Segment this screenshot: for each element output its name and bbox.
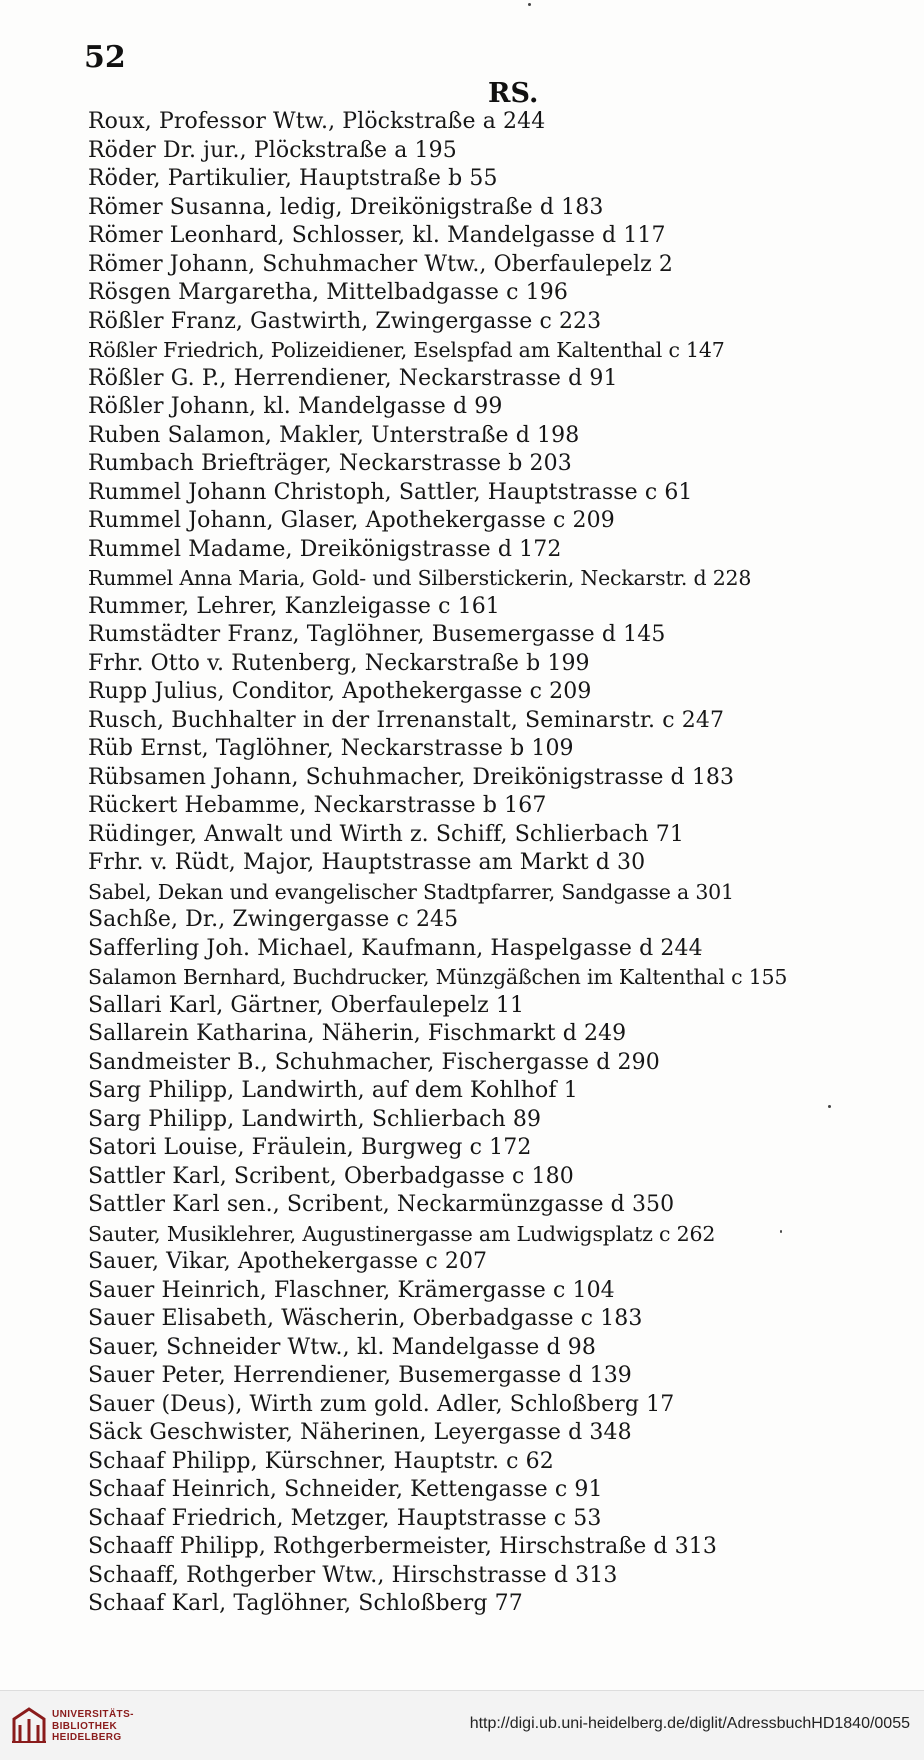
directory-entry: Safferling Joh. Michael, Kaufmann, Haspelgasse d 244 [88, 935, 703, 961]
directory-entry: Römer Susanna, ledig, Dreikönigstraße d 183 [88, 194, 604, 220]
directory-entry: Sabel, Dekan und evangelischer Stadtpfarrer, Sandgasse a 301 [88, 879, 734, 904]
directory-entry: Schaaff, Rothgerber Wtw., Hirschstrasse d 313 [88, 1562, 618, 1588]
directory-entry: Sarg Philipp, Landwirth, Schlierbach 89 [88, 1106, 542, 1132]
directory-entry: Sallarein Katharina, Näherin, Fischmarkt d 249 [88, 1021, 627, 1046]
source-url[interactable]: http://digi.ub.uni-heidelberg.de/diglit/AdressbuchHD1840/0055 [469, 1715, 910, 1732]
directory-entry: Sauer Heinrich, Flaschner, Krämergasse c 104 [88, 1277, 615, 1303]
directory-entries [88, 108, 918, 1619]
directory-entry: Schaaf Karl, Taglöhner, Schloßberg 77 [88, 1591, 523, 1616]
library-name-line: HEIDELBERG [52, 1732, 122, 1743]
directory-entry: Rummel Johann, Glaser, Apothekergasse c 209 [88, 508, 615, 533]
directory-entry: Rößler Franz, Gastwirth, Zwingergasse c 223 [88, 308, 602, 334]
library-name-line: UNIVERSITÄTS- [52, 1709, 134, 1720]
scan-speck [780, 1230, 782, 1233]
directory-entry: Frhr. v. Rüdt, Major, Hauptstrasse am Markt d 30 [88, 850, 646, 875]
directory-entry: Rummel Johann Christoph, Sattler, Hauptstrasse c 61 [88, 479, 693, 505]
directory-entry: Röder Dr. jur., Plöckstraße a 195 [88, 137, 457, 163]
scan-speck [828, 1105, 831, 1108]
directory-entry: Satori Louise, Fräulein, Burgweg c 172 [88, 1135, 532, 1160]
directory-entry: Säck Geschwister, Näherinen, Leyergasse d 348 [88, 1420, 632, 1445]
directory-entry: Rummer, Lehrer, Kanzleigasse c 161 [88, 593, 500, 619]
directory-entry: Sauer, Vikar, Apothekergasse c 207 [88, 1249, 488, 1274]
directory-entry: Sallari Karl, Gärtner, Oberfaulepelz 11 [88, 992, 525, 1018]
directory-entry: Sauer (Deus), Wirth zum gold. Adler, Schloßberg 17 [88, 1391, 675, 1417]
directory-entry: Schaaf Heinrich, Schneider, Kettengasse c 91 [88, 1477, 603, 1502]
directory-entry: Rumstädter Franz, Taglöhner, Busemergasse d 145 [88, 622, 666, 647]
directory-entry: Rückert Hebamme, Neckarstrasse b 167 [88, 793, 547, 818]
directory-entry: Schaaf Friedrich, Metzger, Hauptstrasse c 53 [88, 1505, 602, 1531]
directory-entry: Salamon Bernhard, Buchdrucker, Münzgäßchen im Kaltenthal c 155 [88, 965, 788, 989]
scan-speck [528, 3, 531, 6]
directory-entry: Rupp Julius, Conditor, Apothekergasse c 209 [88, 679, 592, 704]
library-name [52, 1709, 134, 1744]
directory-entry: Sauter, Musiklehrer, Augustinergasse am Ludwigsplatz c 262 [88, 1221, 716, 1246]
library-name-line: BIBLIOTHEK [52, 1720, 118, 1732]
directory-entry: Rüdinger, Anwalt und Wirth z. Schiff, Schlierbach 71 [88, 821, 684, 847]
directory-entry: Rumbach Briefträger, Neckarstrasse b 203 [88, 451, 572, 476]
directory-entry: Rößler G. P., Herrendiener, Neckarstrasse d 91 [88, 365, 618, 391]
directory-entry: Rößler Friedrich, Polizeidiener, Eselspfad am Kaltenthal c 147 [88, 338, 725, 362]
directory-entry: Sauer Elisabeth, Wäscherin, Oberbadgasse c 183 [88, 1306, 643, 1331]
page-number: 52 [84, 40, 126, 75]
directory-entry: Sauer, Schneider Wtw., kl. Mandelgasse d 98 [88, 1334, 596, 1360]
directory-entry: Rübsamen Johann, Schuhmacher, Dreikönigstrasse d 183 [88, 764, 735, 790]
directory-entry: Römer Johann, Schuhmacher Wtw., Oberfaulepelz 2 [88, 251, 673, 277]
directory-entry: Rusch, Buchhalter in der Irrenanstalt, Seminarstr. c 247 [88, 707, 725, 733]
directory-entry: Rummel Madame, Dreikönigstrasse d 172 [88, 536, 562, 562]
directory-entry: Ruben Salamon, Makler, Unterstraße d 198 [88, 422, 580, 448]
directory-entry: Rummel Anna Maria, Gold- und Silberstickerin, Neckarstr. d 228 [88, 566, 752, 590]
directory-entry: Römer Leonhard, Schlosser, kl. Mandelgasse d 117 [88, 223, 666, 248]
directory-entry: Röder, Partikulier, Hauptstraße b 55 [88, 166, 498, 191]
directory-entry: Frhr. Otto v. Rutenberg, Neckarstraße b 199 [88, 650, 590, 676]
university-library-logo-icon [10, 1705, 48, 1745]
directory-entry: Sattler Karl, Scribent, Oberbadgasse c 180 [88, 1163, 574, 1189]
directory-entry: Schaaff Philipp, Rothgerbermeister, Hirschstraße d 313 [88, 1534, 717, 1559]
directory-entry: Rößler Johann, kl. Mandelgasse d 99 [88, 394, 503, 419]
directory-entry: Roux, Professor Wtw., Plöckstraße a 244 [88, 109, 546, 134]
directory-entry: Sachße, Dr., Zwingergasse c 245 [88, 907, 459, 932]
directory-entry: Sandmeister B., Schuhmacher, Fischergasse d 290 [88, 1049, 660, 1075]
section-header: RS. [488, 78, 539, 109]
directory-entry: Sattler Karl sen., Scribent, Neckarmünzgasse d 350 [88, 1192, 675, 1217]
directory-entry: Rüb Ernst, Taglöhner, Neckarstrasse b 109 [88, 736, 574, 761]
directory-entry: Sauer Peter, Herrendiener, Busemergasse d 139 [88, 1363, 632, 1388]
directory-entry: Rösgen Margaretha, Mittelbadgasse c 196 [88, 280, 568, 305]
directory-entry: Sarg Philipp, Landwirth, auf dem Kohlhof 1 [88, 1078, 578, 1103]
viewer-footer [0, 1690, 924, 1760]
directory-entry: Schaaf Philipp, Kürschner, Hauptstr. c 62 [88, 1448, 554, 1474]
